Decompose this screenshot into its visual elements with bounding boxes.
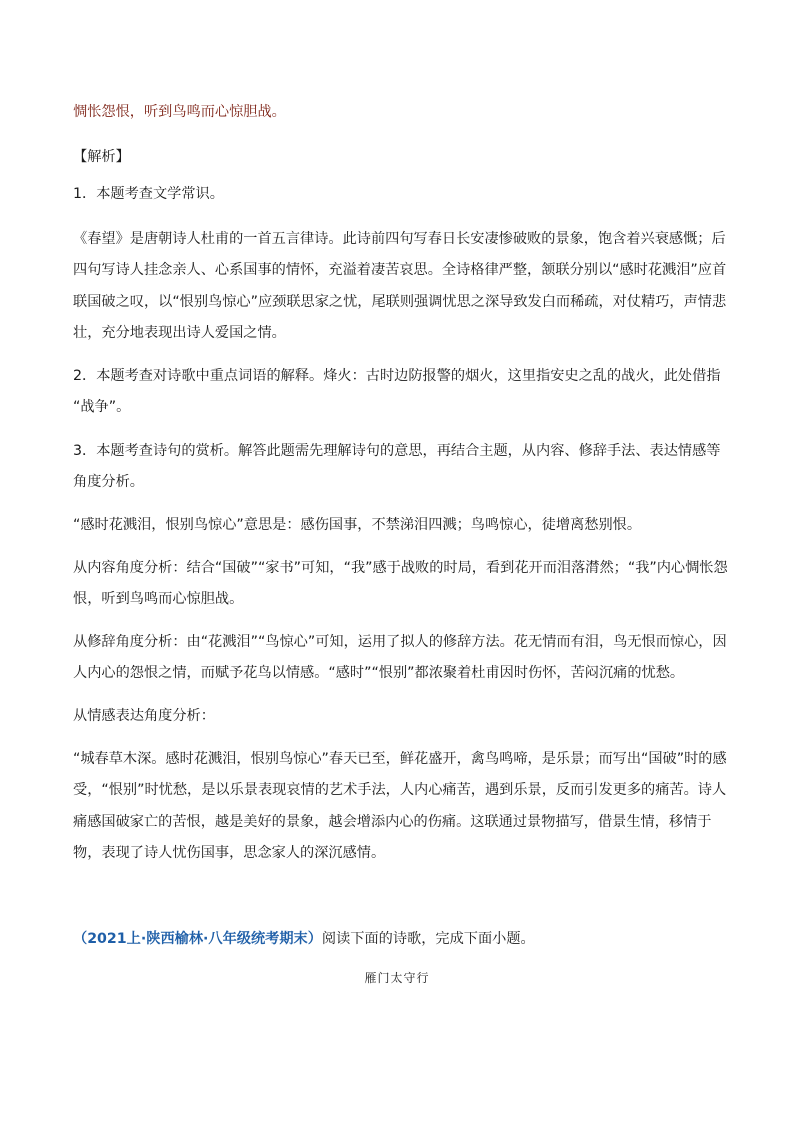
question-source: （2021上·陕西榆林·八年级统考期末） <box>73 931 322 947</box>
poem-title: 雁门太守行 <box>364 971 430 985</box>
answer-text: 惆怅怨恨，听到鸟鸣而心惊胆战。 <box>73 104 286 120</box>
emotion-analysis-line: 痛感国破家亡的苦恨，越是美好的景象，越会增添内心的伤痛。这联通过景物描写，借景生情，移情于 <box>73 814 712 830</box>
rhetoric-analysis-line: 人内心的怨恨之情，而赋予花鸟以情感。“感时”“恨别”都浓聚着杜甫因时伤怀，苦闷沉痛的忧愁。 <box>73 665 685 681</box>
item3-meaning: “感时花溅泪，恨别鸟惊心”意思是：感伤国事，不禁涕泪四溅；鸟鸣惊心，徒增离愁别恨。 <box>73 517 642 533</box>
emotion-analysis-line: “城春草木深。感时花溅泪，恨别鸟惊心”春天已至，鲜花盛开，禽鸟鸣啼，是乐景；而写出“国破”时的感 <box>73 751 727 767</box>
item1-line: 四句写诗人挂念亲人、心系国事的情怀，充溢着凄苦哀思。全诗格律严整，颔联分别以“感时花溅泪”应首 <box>73 262 727 278</box>
rhetoric-analysis-line: 从修辞角度分析：由“花溅泪”“鸟惊心”可知，运用了拟人的修辞方法。花无情而有泪，鸟无恨而惊心，因 <box>73 634 727 650</box>
question-prompt: 阅读下面的诗歌，完成下面小题。 <box>321 931 535 947</box>
item1-line: 壮，充分地表现出诗人爱国之情。 <box>73 325 286 341</box>
emotion-heading: 从情感表达角度分析： <box>73 708 215 724</box>
emotion-analysis-line: 物，表现了诗人忧伤国事，思念家人的深沉感情。 <box>73 845 386 861</box>
item1-line: 联国破之叹，以“恨别鸟惊心”应颈联思家之忧，尾联则强调忧思之深导致发白而稀疏，对仗精巧，声情悲 <box>73 294 727 310</box>
emotion-analysis-line: 受，“恨别”时忧愁，是以乐景表现哀情的艺术手法，人内心痛苦，遇到乐景，反而引发更多的痛苦。诗人 <box>73 782 727 798</box>
content-analysis-line: 从内容角度分析：结合“国破”“家书”可知，“我”感于战败的时局，看到花开而泪落潸然；“我”内心惆怅怨 <box>73 560 728 576</box>
item3-line: 角度分析。 <box>73 474 144 490</box>
item1-line: 《春望》是唐朝诗人杜甫的一首五言律诗。此诗前四句写春日长安凄惨破败的景象，饱含着兴衰感慨；后 <box>73 231 726 247</box>
item3-line: 3．本题考查诗句的赏析。解答此题需先理解诗句的意思，再结合主题，从内容、修辞手法、表达情感等 <box>73 443 721 459</box>
item1-heading: 1．本题考查文学常识。 <box>73 186 224 202</box>
next-question-line <box>73 929 535 949</box>
content-analysis-line: 恨，听到鸟鸣而心惊胆战。 <box>73 591 244 607</box>
item2-line: “战争”。 <box>73 399 131 415</box>
item2-line: 2．本题考查对诗歌中重点词语的解释。烽火：古时边防报警的烟火，这里指安史之乱的战火，此处借指 <box>73 368 721 384</box>
analysis-heading: 【解析】 <box>73 149 130 165</box>
